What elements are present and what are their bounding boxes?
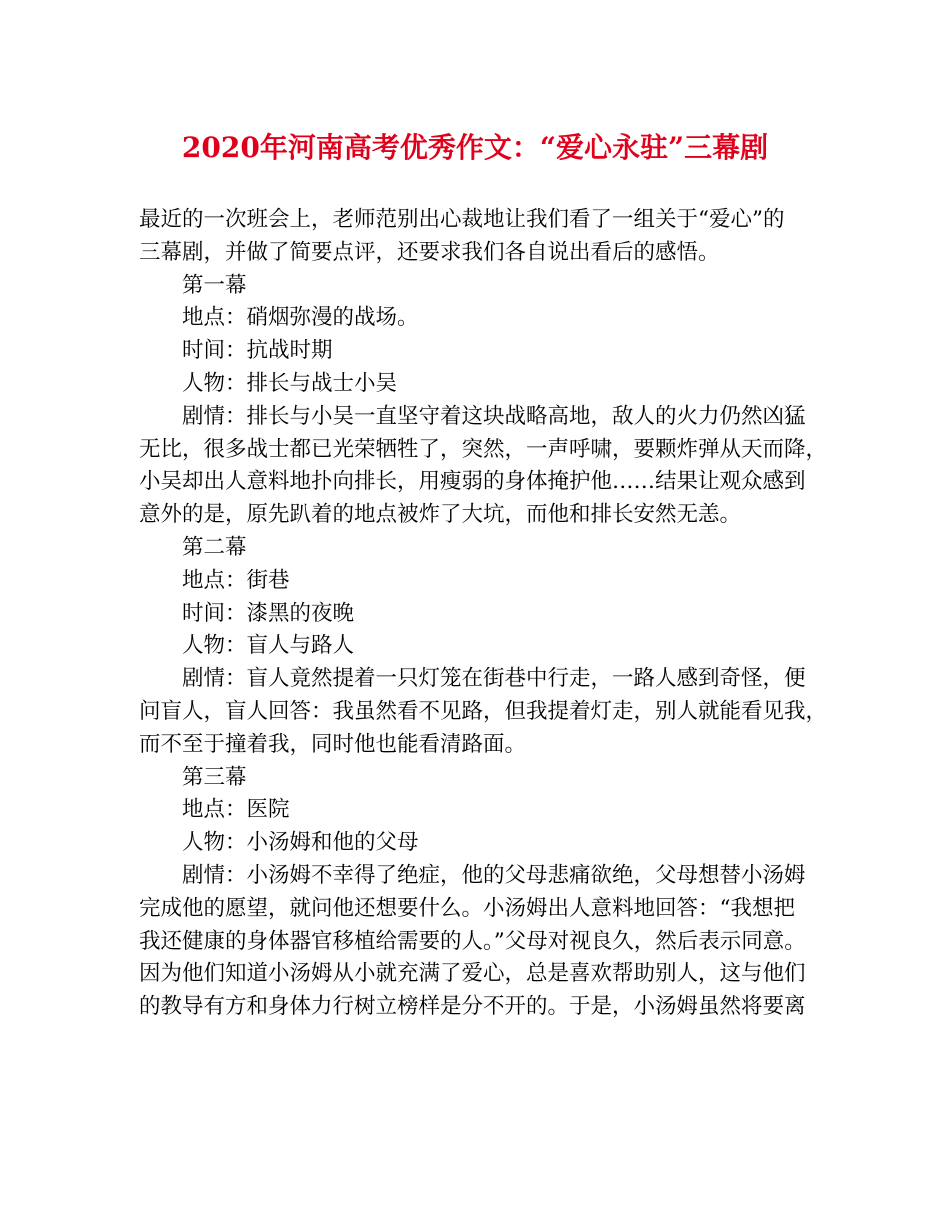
document-body <box>139 204 828 1024</box>
text-line: 剧情：排长与小吴一直坚守着这块战略高地，敌人的火力仍然凶猛 <box>182 403 806 429</box>
text-line: 第三幕 <box>182 764 247 790</box>
text-line: 完成他的愿望，就问他还想要什么。小汤姆出人意料地回答：“我想把 <box>139 895 795 921</box>
text-line: 意外的是，原先趴着的地点被炸了大坑，而他和排长安然无恙。 <box>139 502 742 528</box>
text-line: 时间：漆黑的夜晚 <box>182 600 355 626</box>
text-line: 人物：小汤姆和他的父母 <box>182 830 419 856</box>
text-line: 人物：排长与战士小吴 <box>182 370 398 396</box>
text-line: 我还健康的身体器官移植给需要的人。”父母对视良久，然后表示同意。 <box>139 928 806 954</box>
text-line: 第一幕 <box>182 272 247 298</box>
text-line: 时间：抗战时期 <box>182 338 333 364</box>
text-line: 剧情：盲人竟然提着一只灯笼在街巷中行走，一路人感到奇怪，便 <box>182 666 806 692</box>
text-line: 问盲人，盲人回答：我虽然看不见路，但我提着灯走，别人就能看见我， <box>139 698 828 724</box>
text-line: 的教导有方和身体力行树立榜样是分不开的。于是，小汤姆虽然将要离 <box>139 994 806 1020</box>
text-line: 而不至于撞着我，同时他也能看清路面。 <box>139 731 527 757</box>
document-title: 2020年河南高考优秀作文：“爱心永驻”三幕剧 <box>181 131 769 164</box>
text-line: 三幕剧，并做了简要点评，还要求我们各自说出看后的感悟。 <box>139 239 720 265</box>
text-line: 地点：医院 <box>182 797 290 823</box>
text-line: 无比，很多战士都已光荣牺牲了，突然，一声呼啸，要颗炸弹从天而降， <box>139 436 828 462</box>
text-line: 地点：街巷 <box>182 567 290 593</box>
text-line: 人物：盲人与路人 <box>182 633 355 659</box>
text-line: 剧情：小汤姆不幸得了绝症，他的父母悲痛欲绝，父母想替小汤姆 <box>182 862 806 888</box>
text-line: 小吴却出人意料地扑向排长，用瘦弱的身体掩护他……结果让观众感到 <box>139 469 806 495</box>
text-line: 因为他们知道小汤姆从小就充满了爱心，总是喜欢帮助别人，这与他们 <box>139 961 806 987</box>
text-line: 第二幕 <box>182 534 247 560</box>
text-line: 最近的一次班会上，老师范别出心裁地让我们看了一组关于“爱心”的 <box>139 207 785 232</box>
text-line: 地点：硝烟弥漫的战场。 <box>182 305 419 331</box>
